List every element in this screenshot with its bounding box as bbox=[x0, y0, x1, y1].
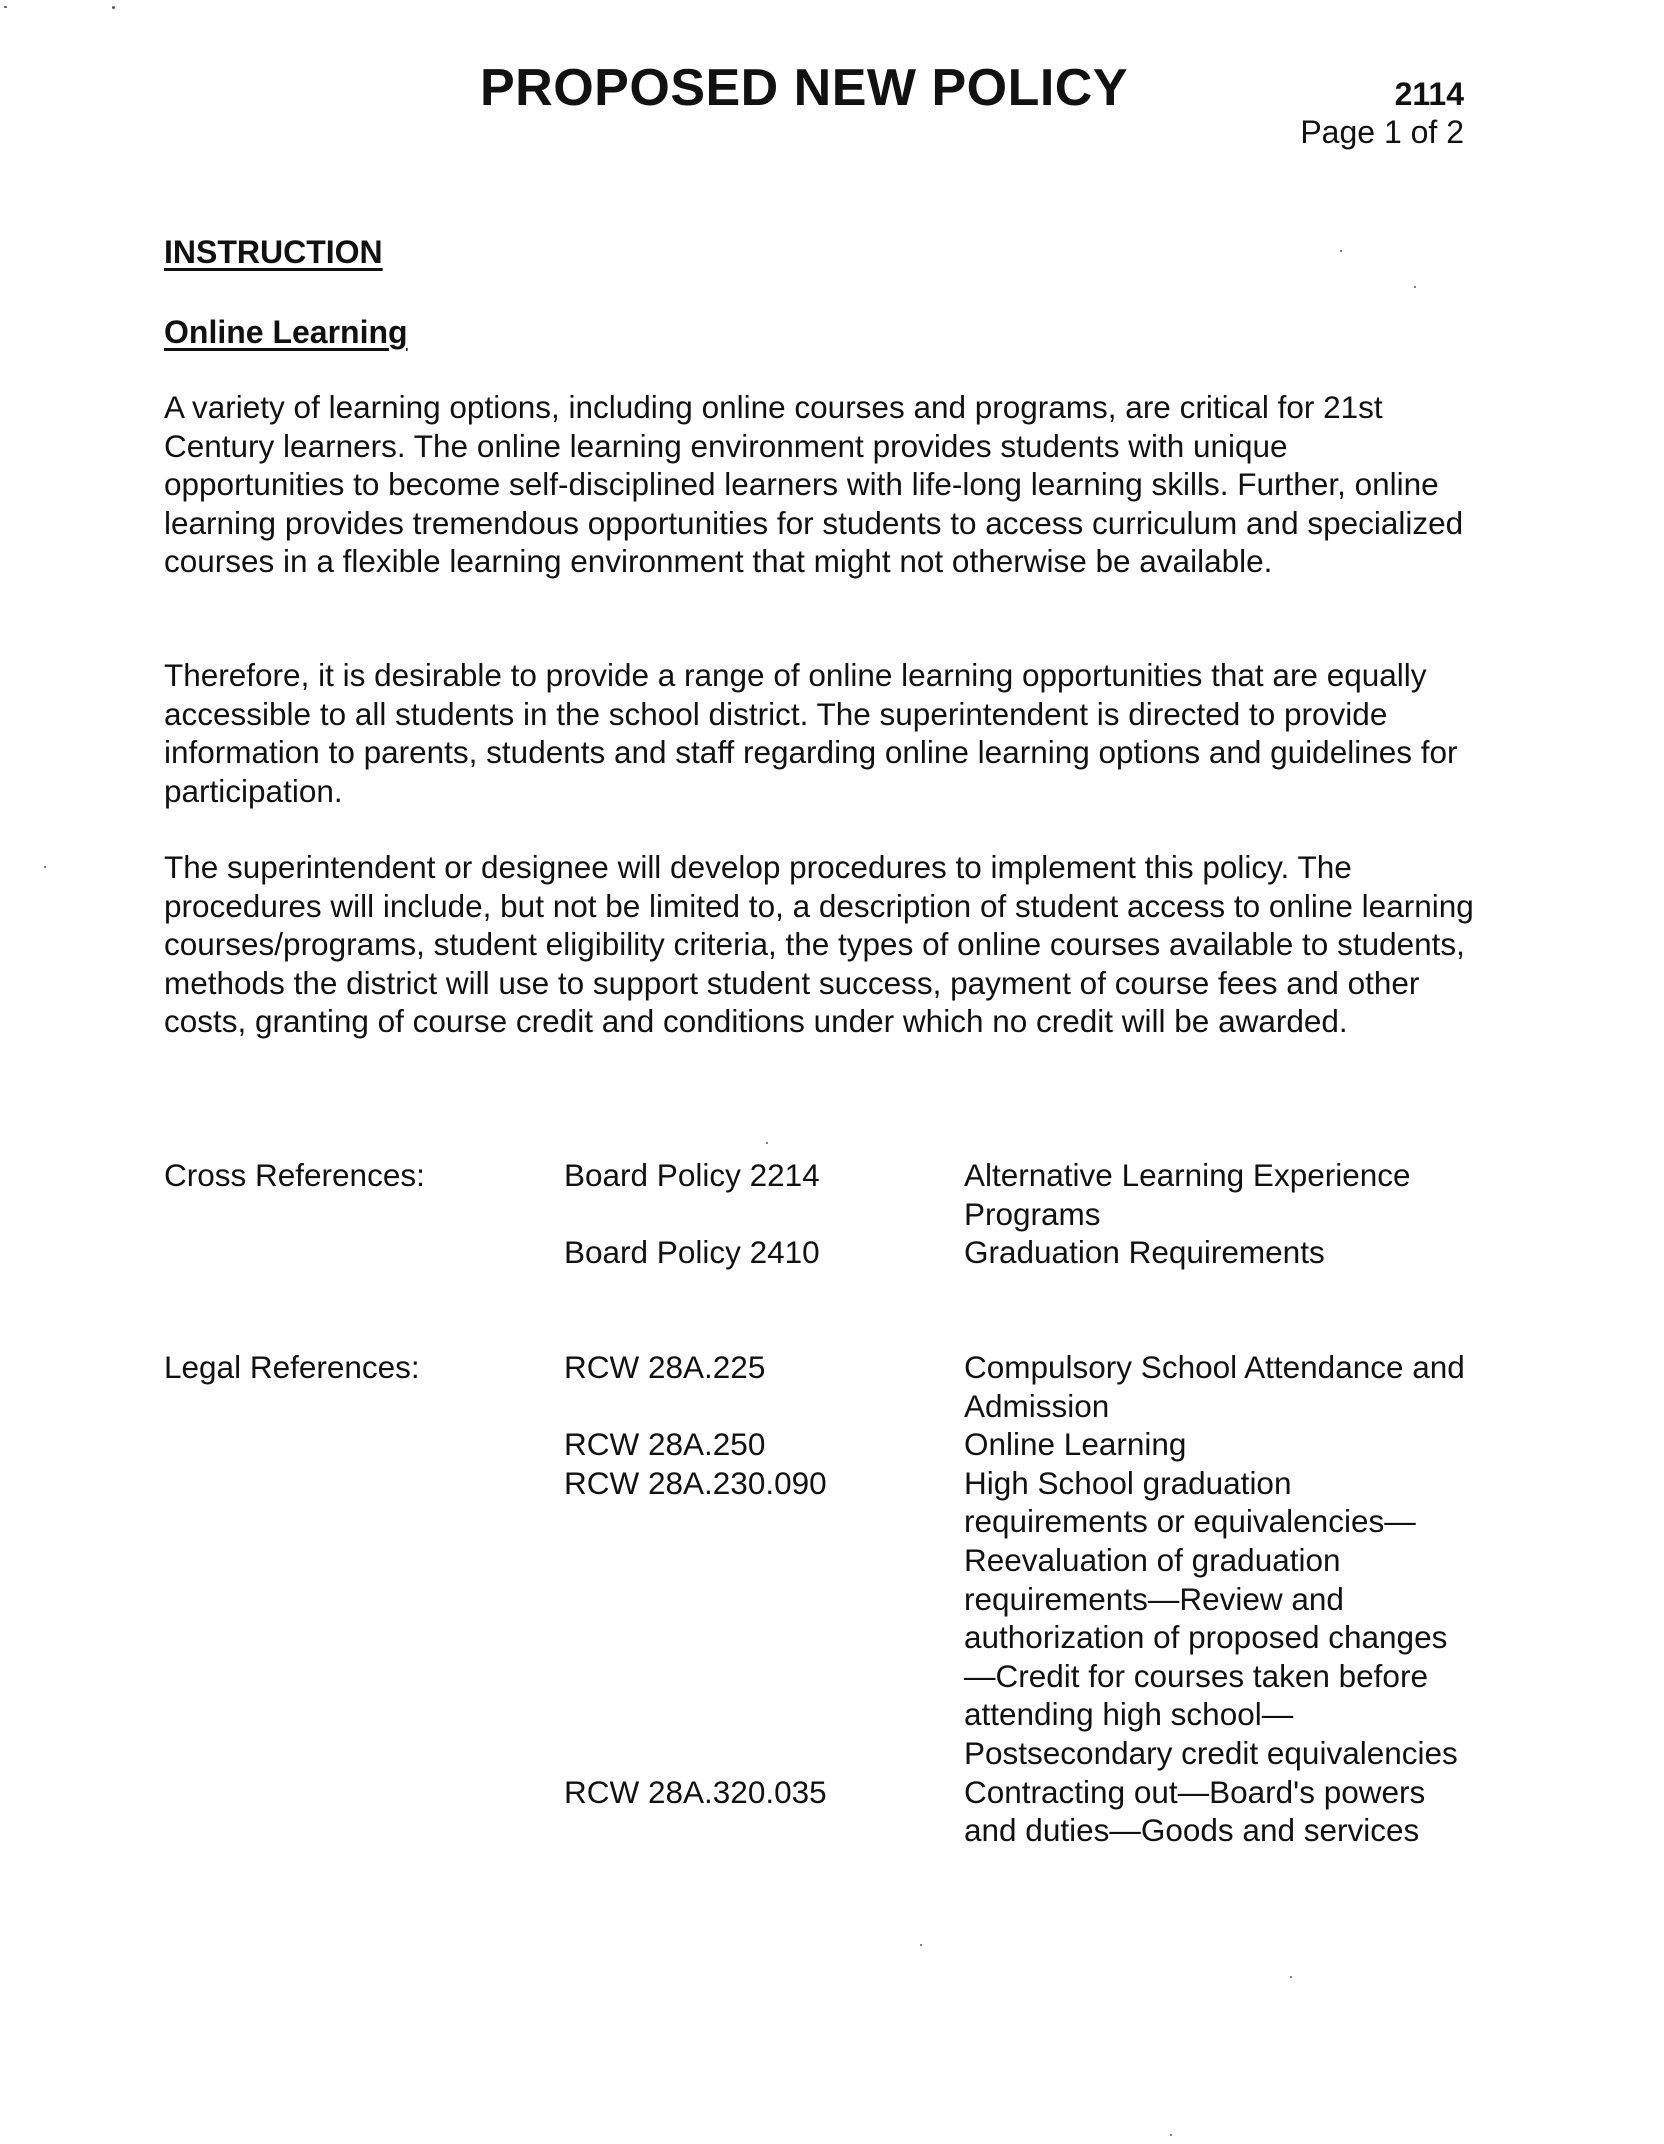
reference-code: Board Policy 2214 bbox=[564, 1157, 820, 1193]
reference-code: Board Policy 2410 bbox=[564, 1234, 820, 1271]
paragraph: A variety of learning options, including online courses and programs, are critical for 21st Century learners. The online learning environment provides students with unique opportunities to become self-disciplined learners with life-long learning skills. Further, online learning provides tremendous opportunities for students to access curriculum and specialized courses in a flexible learning environment that might not otherwise be available. bbox=[164, 389, 1464, 580]
scan-speck bbox=[44, 866, 46, 868]
section-heading: INSTRUCTION bbox=[164, 234, 383, 270]
reference-title: Online Learning bbox=[964, 1426, 1187, 1463]
reference-code: RCW 28A.320.035 bbox=[564, 1773, 827, 1810]
legal-references bbox=[164, 1348, 1474, 1850]
reference-code: RCW 28A.230.090 bbox=[564, 1464, 827, 1501]
reference-title: Compulsory School Attendance and Admission bbox=[964, 1349, 1465, 1424]
cross-references-label: Cross References: bbox=[164, 1157, 425, 1193]
policy-number: 2114 bbox=[1394, 76, 1464, 112]
subsection-heading: Online Learning bbox=[164, 314, 408, 350]
reference-title: Graduation Requirements bbox=[964, 1234, 1325, 1271]
reference-row bbox=[164, 1425, 1474, 1464]
cross-references bbox=[164, 1156, 1474, 1272]
scan-speck bbox=[4, 6, 7, 8]
reference-row bbox=[164, 1348, 1474, 1425]
scan-speck bbox=[112, 6, 115, 9]
reference-row bbox=[164, 1773, 1474, 1850]
scan-speck bbox=[1340, 250, 1342, 252]
reference-title: High School graduation requirements or equivalencies—Reevaluation of graduation requirements—Review and authorization of proposed changes—Credit for courses taken before attending high school—Postsecondary credit equivalencies bbox=[964, 1464, 1458, 1771]
reference-code: RCW 28A.225 bbox=[564, 1349, 766, 1385]
scan-speck bbox=[766, 1142, 768, 1144]
reference-title: Alternative Learning Experience Programs bbox=[964, 1157, 1411, 1232]
scan-speck bbox=[1290, 1976, 1292, 1978]
paragraph: The superintendent or designee will develop procedures to implement this policy. The procedures will include, but not be limited to, a description of student access to online learning courses/programs, student eligibility criteria, the types of online courses available to students, methods the district will use to support student success, payment of course fees and other costs, granting of course credit and conditions under which no credit will be awarded. bbox=[164, 849, 1474, 1040]
reference-code: RCW 28A.250 bbox=[564, 1426, 766, 1463]
page-title: PROPOSED NEW POLICY bbox=[480, 59, 1129, 117]
legal-references-label: Legal References: bbox=[164, 1349, 420, 1385]
page-number: Page 1 of 2 bbox=[1300, 114, 1464, 150]
reference-row bbox=[164, 1233, 1474, 1272]
reference-title: Contracting out—Board's powers and duties—Goods and services bbox=[964, 1773, 1426, 1849]
scan-speck bbox=[920, 1944, 922, 1946]
reference-row bbox=[164, 1156, 1474, 1233]
scan-speck bbox=[1170, 2134, 1172, 2136]
reference-row bbox=[164, 1464, 1474, 1773]
scan-speck bbox=[1414, 286, 1416, 288]
paragraph: Therefore, it is desirable to provide a range of online learning opportunities that are equally accessible to all students in the school district. The superintendent is directed to provide information to parents, students and staff regarding online learning options and guidelines for participation. bbox=[164, 657, 1458, 809]
